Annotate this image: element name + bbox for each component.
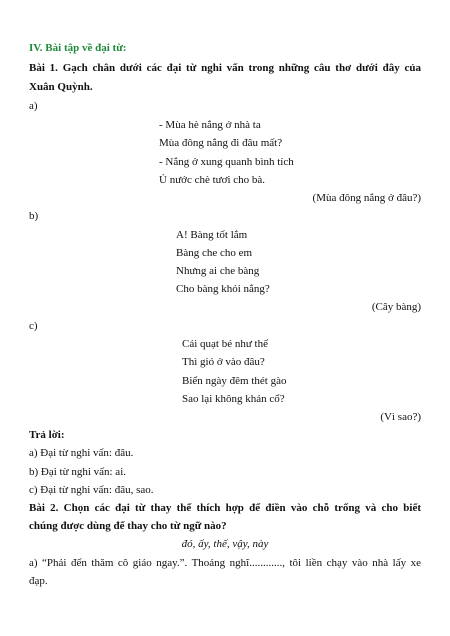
- bai2-a-line1: a) “Phải đến thăm cô giáo ngay.”. Thoáng nghĩ............, tôi liền chạy vào nhà lấy xe: [29, 557, 421, 569]
- part-c-label: c): [29, 320, 38, 332]
- poem-a-line: - Mùa hè nắng ở nhà ta: [159, 119, 261, 131]
- section-title: IV. Bài tập về đại từ:: [29, 42, 127, 54]
- poem-c-line: Thì gió ở vào đâu?: [182, 356, 265, 368]
- poem-b-line: A! Bàng tốt lắm: [176, 229, 248, 241]
- answer-item: b) Đại từ nghi vấn: ai.: [29, 466, 126, 478]
- bai2-title-line1: Bài 2. Chọn các đại từ thay thế thích hợp để điền vào chỗ trống và cho biết: [29, 502, 421, 514]
- poem-b-line: Cho bàng khỏi nắng?: [176, 283, 270, 295]
- part-a-label: a): [29, 100, 38, 112]
- part-b-label: b): [29, 210, 39, 222]
- answer-heading: Trả lời:: [29, 429, 65, 441]
- bai2-title-line2: chúng được dùng để thay cho từ ngữ nào?: [29, 520, 227, 532]
- poem-a-line: Ủ nước chè tươi cho bà.: [159, 174, 266, 186]
- poem-c-line: Cái quạt bé như thế: [182, 338, 268, 350]
- poem-a-source: (Mùa đông nắng ở đâu?): [312, 192, 421, 204]
- bai1-title-line1: Bài 1. Gạch chân dưới các đại từ nghi vấn trong những câu thơ dưới đây của: [29, 62, 421, 74]
- poem-b-line: Bàng che cho em: [176, 247, 253, 259]
- poem-c-line: Sao lại không khản cổ?: [182, 393, 285, 405]
- poem-a-line: Mùa đông nắng đi đâu mất?: [159, 137, 283, 149]
- poem-b-source: (Cây bàng): [371, 301, 421, 313]
- bai1-title-line2: Xuân Quỳnh.: [29, 81, 93, 93]
- poem-c-line: Biển ngày đêm thét gào: [182, 375, 287, 387]
- bai2-options: đó, ấy, thế, vậy, này: [181, 538, 269, 550]
- bai2-a-line2: đạp.: [29, 575, 48, 587]
- answer-item: a) Đại từ nghi vấn: đâu.: [29, 447, 134, 459]
- poem-b-line: Nhưng ai che bàng: [176, 265, 260, 277]
- answer-item: c) Đại từ nghi vấn: đâu, sao.: [29, 484, 154, 496]
- poem-a-line: - Nắng ở xung quanh bình tích: [159, 156, 294, 168]
- poem-c-source: (Vì sao?): [380, 411, 421, 423]
